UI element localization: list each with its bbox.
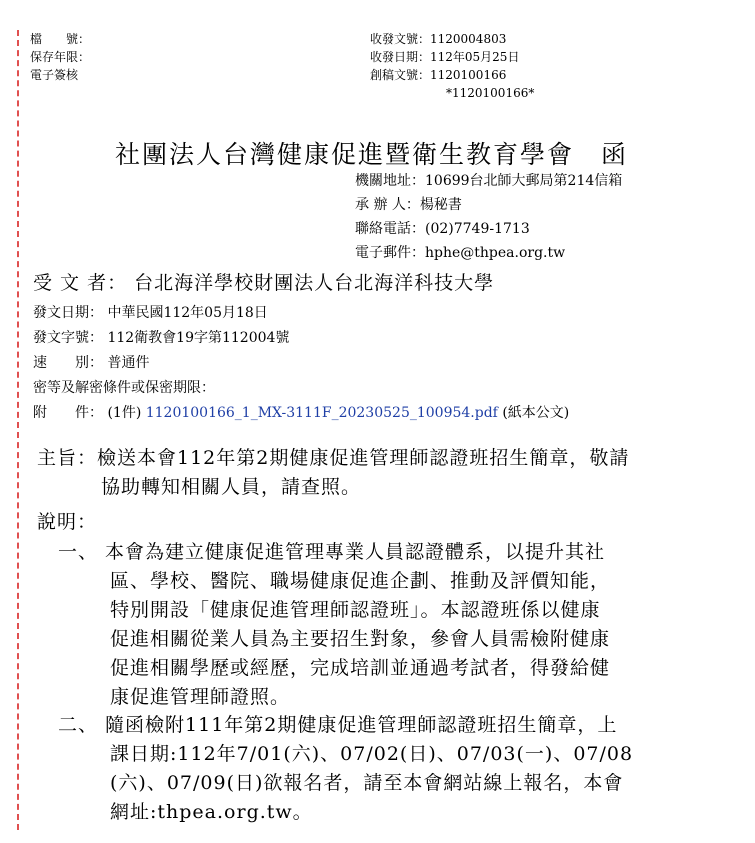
item-2-line-4: 網址:thpea.org.tw。	[110, 801, 313, 823]
attachment-row	[33, 402, 569, 427]
issue-no: 發文字號： 112衛教會19字第112004號	[33, 330, 290, 346]
draft-no: 創稿文號：1120100166	[370, 68, 507, 82]
e-sign-label: 電子簽核	[30, 68, 79, 82]
item-1-line-2: 區、學校、醫院、職場健康促進企劃、推動及評價知能，	[110, 570, 611, 592]
agency-info	[355, 170, 622, 266]
agency-handler: 承 辦 人：楊秘書	[355, 197, 462, 213]
receive-no: 收發文號：1120004803	[370, 32, 507, 46]
item-1-line-5: 促進相關學歷或經歷，完成培訓並通過考試者，得發給健	[110, 657, 611, 679]
secrecy: 密等及解密條件或保密期限：	[33, 380, 215, 396]
subject-line-2: 協助轉知相關人員，請查照。	[101, 476, 362, 498]
subject-block	[37, 444, 629, 502]
item-1-line-3: 特別開設「健康促進管理師認證班」。本認證班係以健康	[110, 599, 601, 621]
item-1-line-4: 促進相關從業人員為主要招生對象，參會人員需檢附健康	[110, 628, 611, 650]
header-left-block	[30, 31, 90, 85]
attachment-link[interactable]: 1120100166_1_MX-3111F_20230525_100954.pdf	[145, 405, 498, 421]
recipient: 受 文 者： 台北海洋學校財團法人台北海洋科技大學	[33, 272, 495, 294]
attachment-note: (紙本公文)	[502, 405, 570, 421]
document-title: 社團法人台灣健康促進暨衛生教育學會 函	[115, 140, 629, 169]
item-1-line-6: 康促進管理師證照。	[110, 686, 291, 708]
subject-line-1: 主旨：檢送本會112年第2期健康促進管理師認證班招生簡章，敬請	[37, 447, 630, 469]
draft-no-barcode-text: *1120100166*	[446, 86, 535, 100]
binding-margin-line	[17, 30, 19, 830]
speed: 速 別： 普通件	[33, 355, 150, 371]
agency-address: 機關地址：10699台北師大郵局第214信箱	[355, 173, 623, 189]
retention-label: 保存年限：	[30, 50, 91, 64]
explain-item-2	[58, 711, 633, 827]
receive-date: 收發日期：112年05月25日	[370, 50, 520, 64]
meta-block	[33, 302, 569, 427]
issue-date: 發文日期： 中華民國112年05月18日	[33, 305, 268, 321]
header-right-block	[370, 31, 534, 103]
item-1-line-1: 一、 本會為建立健康促進管理專業人員認證體系，以提升其社	[58, 541, 606, 563]
explain-label: 說明：	[37, 511, 98, 533]
item-2-line-3: (六)、07/09(日)欲報名者，請至本會網站線上報名，本會	[110, 772, 624, 794]
attachment-label: 附 件： (1件)	[33, 405, 142, 421]
agency-phone: 聯絡電話：(02)7749-1713	[355, 221, 530, 237]
item-2-line-2: 課日期:112年7/01(六)、07/02(日)、07/03(一)、07/08	[110, 743, 634, 765]
explain-item-1	[58, 538, 610, 712]
item-2-line-1: 二、 隨函檢附111年第2期健康促進管理師認證班招生簡章，上	[58, 714, 618, 736]
file-no-label: 檔 號：	[30, 32, 91, 46]
agency-email: 電子郵件：hphe@thpea.org.tw	[355, 245, 566, 261]
